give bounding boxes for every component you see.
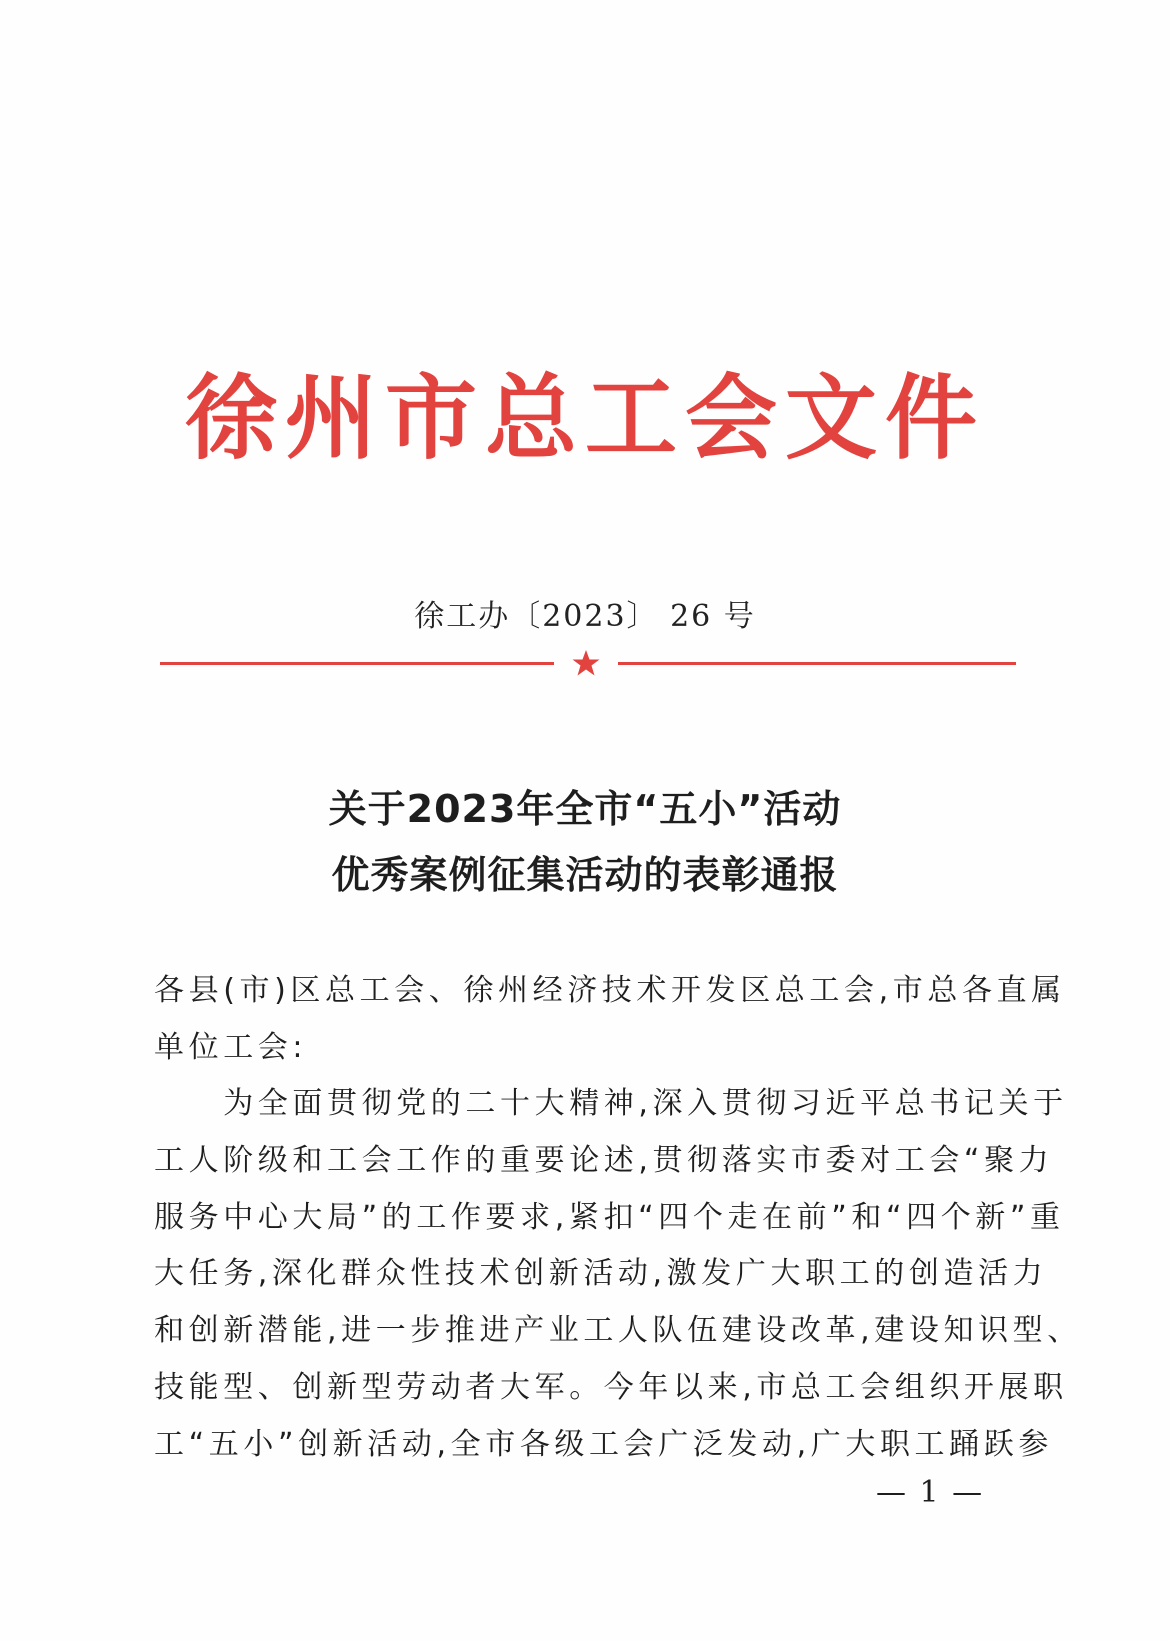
body-text (154, 963, 1082, 1473)
body-line: 和创新潜能,进一步推进产业工人队伍建设改革,建设知识型、 (154, 1313, 1082, 1349)
body-line: 为全面贯彻党的二十大精神,深入贯彻习近平总书记关于 (154, 1086, 1068, 1122)
document-number: 徐工办〔2023〕 26 号 (414, 599, 756, 634)
issuer-header-title: 徐州市总工会文件 (184, 364, 985, 472)
notice-title (0, 776, 1170, 908)
notice-title-line-1: 关于2023年全市“五小”活动 (328, 787, 842, 831)
body-line: 单位工会: (154, 1029, 308, 1065)
body-line: 服务中心大局”的工作要求,紧扣“四个走在前”和“四个新”重 (154, 1199, 1065, 1235)
body-line: 大任务,深化群众性技术创新活动,激发广大职工的创造活力 (154, 1256, 1048, 1292)
red-divider-left (160, 662, 554, 665)
star-icon (571, 648, 601, 678)
body-line: 工“五小”创新活动,全市各级工会广泛发动,广大职工踊跃参 (154, 1426, 1053, 1462)
red-divider-right (618, 662, 1016, 665)
notice-title-line-2: 优秀案例征集活动的表彰通报 (331, 853, 839, 897)
body-line: 各县(市)区总工会、徐州经济技术开发区总工会,市总各直属 (154, 973, 1066, 1008)
body-line: 工人阶级和工会工作的重要论述,贯彻落实市委对工会“聚力 (154, 1143, 1054, 1179)
page-number: — 1 — (876, 1475, 985, 1510)
body-line: 技能型、创新型劳动者大军。今年以来,市总工会组织开展职 (154, 1369, 1068, 1405)
